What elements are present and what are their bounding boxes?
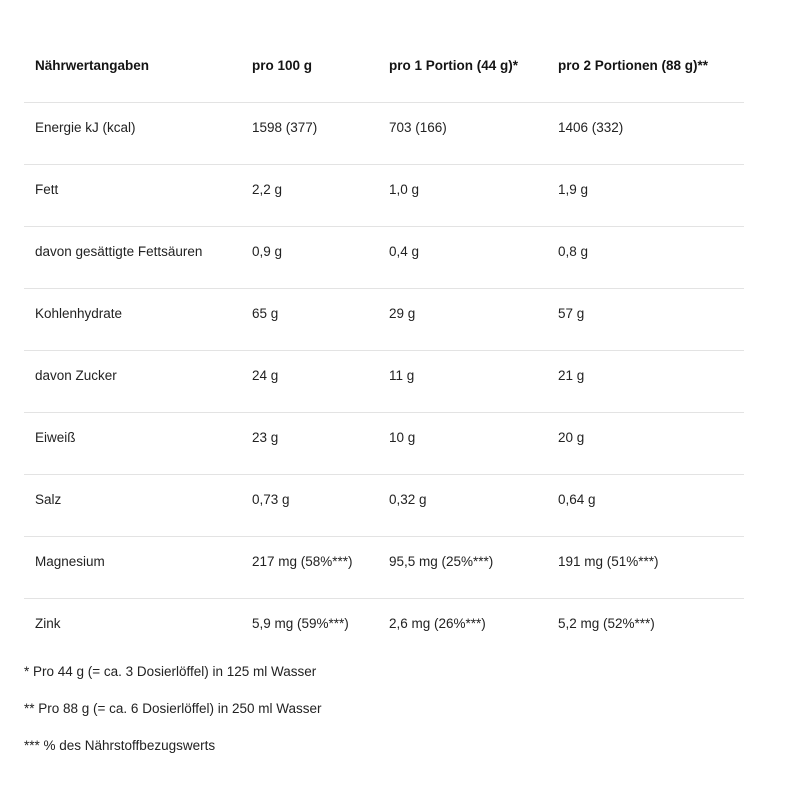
nutrient-label: Eiweiß [35, 430, 76, 445]
table-header-row [24, 45, 744, 103]
footnote-two-portions: ** Pro 88 g (= ca. 6 Dosierlöffel) in 250 ml Wasser [24, 701, 322, 716]
table-row [24, 475, 744, 537]
nutrient-label: Salz [35, 492, 62, 507]
value-per-100g: 23 g [252, 430, 279, 445]
value-per-2-portions: 20 g [558, 430, 585, 445]
table-row [24, 165, 744, 227]
value-per-100g: 0,73 g [252, 492, 290, 507]
footnote-reference-value: *** % des Nährstoffbezugswerts [24, 738, 216, 753]
value-per-portion: 11 g [389, 368, 415, 383]
table-row [24, 289, 744, 351]
header-per-portion: pro 1 Portion (44 g)* [389, 58, 519, 73]
value-per-2-portions: 1406 (332) [558, 120, 624, 135]
header-nutrient: Nährwertangaben [35, 58, 150, 73]
value-per-portion: 29 g [389, 306, 416, 321]
value-per-100g: 65 g [252, 306, 279, 321]
value-per-2-portions: 191 mg (51%***) [558, 554, 659, 569]
value-per-100g: 24 g [252, 368, 279, 383]
nutrient-label: Zink [35, 616, 61, 631]
value-per-portion: 703 (166) [389, 120, 447, 135]
table-row [24, 599, 744, 661]
header-per-100g: pro 100 g [252, 58, 313, 73]
table-row [24, 103, 744, 165]
value-per-100g: 217 mg (58%***) [252, 554, 353, 569]
nutrient-label: davon Zucker [35, 368, 117, 383]
value-per-portion: 0,32 g [389, 492, 427, 507]
value-per-portion: 95,5 mg (25%***) [389, 554, 494, 569]
table-row [24, 227, 744, 289]
header-per-2-portions: pro 2 Portionen (88 g)** [558, 58, 709, 73]
value-per-portion: 2,6 mg (26%***) [389, 616, 486, 631]
nutrient-label: Energie kJ (kcal) [35, 120, 136, 135]
nutrition-table [24, 45, 744, 661]
value-per-portion: 1,0 g [389, 182, 420, 197]
nutrient-label: Kohlenhydrate [35, 306, 123, 321]
value-per-portion: 0,4 g [389, 244, 420, 259]
table-row [24, 537, 744, 599]
nutrient-label: Magnesium [35, 554, 105, 569]
value-per-2-portions: 5,2 mg (52%***) [558, 616, 655, 631]
footnotes [24, 665, 322, 776]
footnote-portion: * Pro 44 g (= ca. 3 Dosierlöffel) in 125 ml Wasser [24, 664, 317, 679]
table-row [24, 413, 744, 475]
nutrient-label: davon gesättigte Fettsäuren [35, 244, 203, 259]
value-per-2-portions: 57 g [558, 306, 585, 321]
value-per-100g: 1598 (377) [252, 120, 318, 135]
nutrient-label: Fett [35, 182, 59, 197]
table-row [24, 351, 744, 413]
value-per-portion: 10 g [389, 430, 416, 445]
value-per-2-portions: 1,9 g [558, 182, 589, 197]
value-per-2-portions: 0,64 g [558, 492, 596, 507]
value-per-100g: 5,9 mg (59%***) [252, 616, 349, 631]
value-per-2-portions: 21 g [558, 368, 585, 383]
value-per-100g: 2,2 g [252, 182, 283, 197]
value-per-100g: 0,9 g [252, 244, 283, 259]
value-per-2-portions: 0,8 g [558, 244, 589, 259]
